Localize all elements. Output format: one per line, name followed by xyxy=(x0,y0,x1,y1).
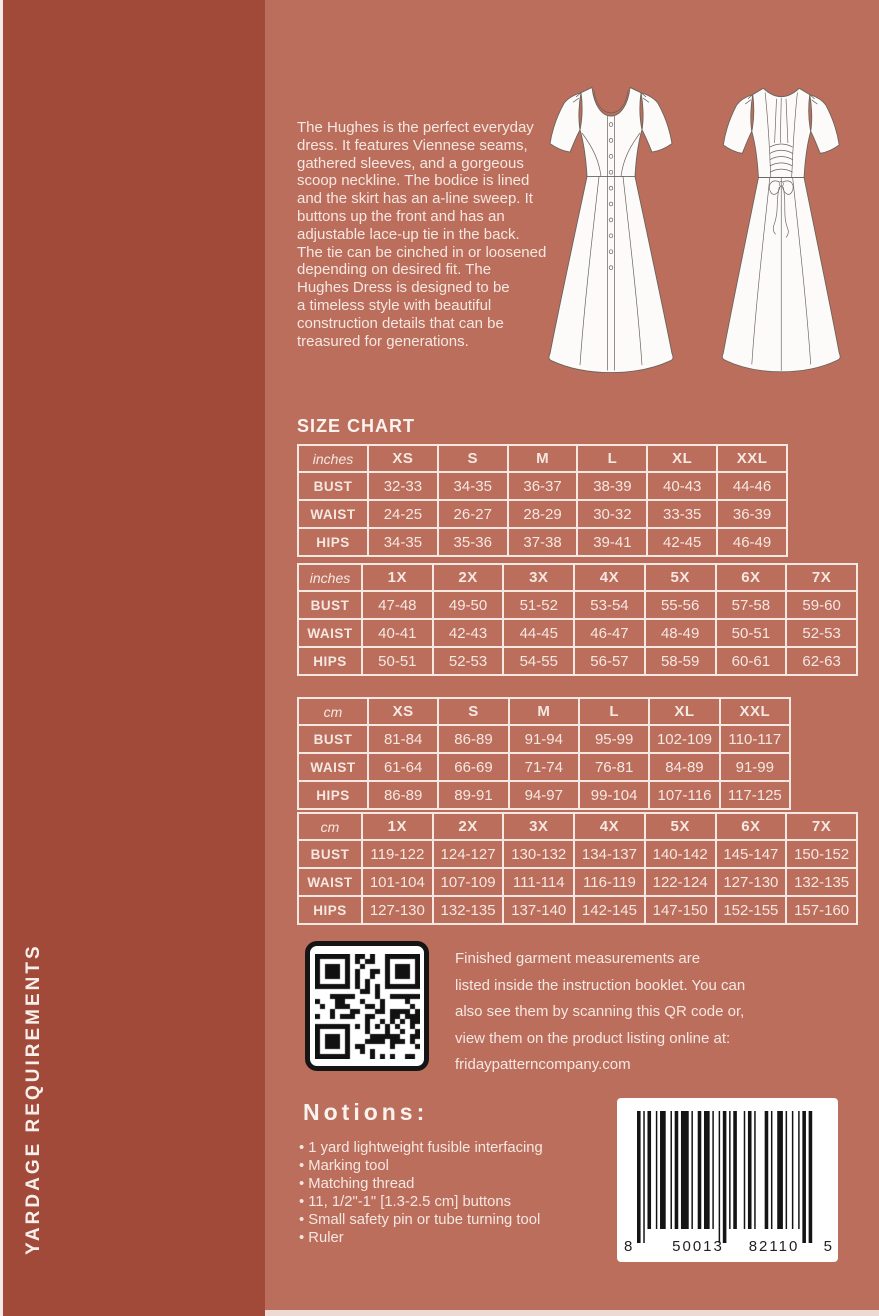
size-header-cell: M xyxy=(509,698,579,725)
measurement-value-cell: 36-37 xyxy=(508,472,578,500)
measurement-value-cell: 54-55 xyxy=(503,647,574,675)
size-header-cell: 5X xyxy=(645,564,716,591)
bottom-edge-strip xyxy=(265,1310,879,1316)
measurement-value-cell: 50-51 xyxy=(716,619,787,647)
measurement-value-cell: 36-39 xyxy=(717,500,787,528)
measurement-row xyxy=(298,619,857,647)
measurement-value-cell: 86-89 xyxy=(368,781,438,809)
size-table-header-row xyxy=(298,698,790,725)
barcode-bar xyxy=(719,1111,720,1243)
text-line: construction details that can be xyxy=(297,314,504,332)
measurement-row xyxy=(298,753,790,781)
measurement-value-cell: 86-89 xyxy=(438,725,508,753)
notion-item: • 11, 1/2"-1" [1.3-2.5 cm] buttons xyxy=(299,1194,599,1212)
measurement-label-cell: WAIST xyxy=(298,753,368,781)
size-header-cell: 7X xyxy=(786,813,857,840)
measurement-value-cell: 119-122 xyxy=(362,840,433,868)
size-chart-title: SIZE CHART xyxy=(297,416,415,436)
barcode-bar xyxy=(729,1111,730,1229)
measurement-value-cell: 150-152 xyxy=(786,840,857,868)
barcode-bar xyxy=(691,1111,692,1229)
barcode-bar xyxy=(647,1111,651,1229)
text-line: Finished garment measurements are xyxy=(455,950,701,967)
measurement-value-cell: 56-57 xyxy=(574,647,645,675)
measurement-value-cell: 62-63 xyxy=(786,647,857,675)
measurement-label-cell: BUST xyxy=(298,725,368,753)
size-header-cell: XL xyxy=(649,698,719,725)
measurement-value-cell: 99-104 xyxy=(579,781,649,809)
text-line: dress. It features Viennese seams, xyxy=(297,136,528,154)
size-header-cell: XL xyxy=(647,445,717,472)
text-line: treasured for generations. xyxy=(297,332,469,350)
barcode-bar xyxy=(670,1111,671,1229)
notion-item: • Ruler xyxy=(299,1230,599,1248)
text-line: and the skirt has an a-line sweep. It xyxy=(297,190,533,208)
barcode-bar xyxy=(809,1111,813,1243)
size-table-cm-1x-7x xyxy=(297,812,858,925)
measurement-value-cell: 137-140 xyxy=(503,896,574,924)
notion-item: • Matching thread xyxy=(299,1176,599,1194)
unit-cell: cm xyxy=(298,813,362,840)
size-table-header-row xyxy=(298,445,787,472)
measurement-value-cell: 101-104 xyxy=(362,868,433,896)
barcode-bars xyxy=(637,1111,817,1245)
measurement-value-cell: 66-69 xyxy=(438,753,508,781)
notion-item: • Marking tool xyxy=(299,1158,599,1176)
barcode xyxy=(617,1098,838,1262)
barcode-digit-group1: 50013 xyxy=(672,1238,724,1255)
dress-back-illustration xyxy=(722,88,840,372)
barcode-bar xyxy=(643,1111,644,1243)
notions-title: Notions: xyxy=(303,1099,429,1125)
measurement-value-cell: 132-135 xyxy=(433,896,504,924)
measurement-value-cell: 55-56 xyxy=(645,591,716,619)
measurement-value-cell: 38-39 xyxy=(577,472,647,500)
measurement-row xyxy=(298,500,787,528)
text-line: fridaypatterncompany.com xyxy=(455,1056,631,1074)
size-table-inches-1x-7x xyxy=(297,563,858,676)
barcode-bar xyxy=(802,1111,806,1243)
size-table-inches-xs-xxl xyxy=(297,444,788,557)
text-line: scoop neckline. The bodice is lined xyxy=(297,172,530,190)
unit-cell: inches xyxy=(298,445,368,472)
qr-code xyxy=(305,941,429,1071)
measurement-value-cell: 52-53 xyxy=(786,619,857,647)
measurement-value-cell: 145-147 xyxy=(716,840,787,868)
measurement-row xyxy=(298,781,790,809)
size-header-cell: 3X xyxy=(503,564,574,591)
barcode-bar xyxy=(798,1111,799,1229)
measurement-label-cell: WAIST xyxy=(298,619,362,647)
barcode-bar xyxy=(754,1111,755,1229)
measurement-row xyxy=(298,472,787,500)
dress-illustrations xyxy=(526,72,862,378)
measurement-value-cell: 51-52 xyxy=(503,591,574,619)
barcode-digit-left: 8 xyxy=(624,1238,633,1255)
size-header-cell: S xyxy=(438,445,508,472)
dress-front-illustration xyxy=(549,87,673,372)
text-line: a timeless style with beautiful xyxy=(297,296,492,314)
barcode-bar xyxy=(675,1111,679,1229)
measurement-value-cell: 40-41 xyxy=(362,619,433,647)
measurement-value-cell: 140-142 xyxy=(645,840,716,868)
unit-cell: inches xyxy=(298,564,362,591)
measurement-value-cell: 57-58 xyxy=(716,591,787,619)
measurement-value-cell: 46-49 xyxy=(717,528,787,556)
measurement-label-cell: WAIST xyxy=(298,500,368,528)
size-header-cell: 2X xyxy=(433,813,504,840)
measurement-value-cell: 127-130 xyxy=(362,896,433,924)
barcode-bar xyxy=(786,1111,787,1229)
measurement-row xyxy=(298,840,857,868)
measurement-label-cell: HIPS xyxy=(298,896,362,924)
measurement-value-cell: 91-94 xyxy=(509,725,579,753)
measurement-value-cell: 44-46 xyxy=(717,472,787,500)
barcode-bar xyxy=(698,1111,702,1229)
size-header-cell: 1X xyxy=(362,813,433,840)
measurement-value-cell: 95-99 xyxy=(579,725,649,753)
barcode-bar xyxy=(637,1111,641,1243)
measurement-row xyxy=(298,725,790,753)
size-header-cell: L xyxy=(579,698,649,725)
yardage-requirements-label: YARDAGE REQUIREMENTS xyxy=(23,943,44,1255)
measurement-value-cell: 40-43 xyxy=(647,472,717,500)
measurement-label-cell: BUST xyxy=(298,840,362,868)
barcode-bar xyxy=(748,1111,752,1229)
size-header-cell: XS xyxy=(368,445,438,472)
measurement-value-cell: 134-137 xyxy=(574,840,645,868)
text-line: view them on the product listing online at: xyxy=(455,1029,731,1047)
measurement-value-cell: 59-60 xyxy=(786,591,857,619)
measurement-value-cell: 127-130 xyxy=(716,868,787,896)
text-line: buttons up the front and has an xyxy=(297,207,505,225)
text-line: listed inside the instruction booklet. You can xyxy=(455,976,746,994)
size-header-cell: 3X xyxy=(503,813,574,840)
measurement-value-cell: 42-45 xyxy=(647,528,717,556)
measurement-value-cell: 50-51 xyxy=(362,647,433,675)
measurement-label-cell: HIPS xyxy=(298,781,368,809)
measurement-value-cell: 130-132 xyxy=(503,840,574,868)
measurement-value-cell: 107-109 xyxy=(433,868,504,896)
barcode-bar xyxy=(704,1111,710,1229)
size-header-cell: S xyxy=(438,698,508,725)
text-line: Hughes Dress is designed to be xyxy=(297,279,510,297)
measurement-value-cell: 26-27 xyxy=(438,500,508,528)
barcode-bar xyxy=(771,1111,772,1229)
measurement-value-cell: 91-99 xyxy=(720,753,790,781)
measurement-row xyxy=(298,868,857,896)
measurement-label-cell: BUST xyxy=(298,591,362,619)
text-line: depending on desired fit. The xyxy=(297,261,492,279)
size-header-cell: 4X xyxy=(574,564,645,591)
measurement-value-cell: 94-97 xyxy=(509,781,579,809)
measurement-value-cell: 81-84 xyxy=(368,725,438,753)
measurement-label-cell: HIPS xyxy=(298,528,368,556)
measurement-value-cell: 111-114 xyxy=(503,868,574,896)
measurement-value-cell: 53-54 xyxy=(574,591,645,619)
size-header-cell: XXL xyxy=(720,698,790,725)
measurement-value-cell: 39-41 xyxy=(577,528,647,556)
barcode-digit-right: 5 xyxy=(823,1238,832,1255)
measurement-value-cell: 28-29 xyxy=(508,500,578,528)
measurement-value-cell: 61-64 xyxy=(368,753,438,781)
measurement-value-cell: 24-25 xyxy=(368,500,438,528)
measurement-value-cell: 152-155 xyxy=(716,896,787,924)
unit-cell: cm xyxy=(298,698,368,725)
size-header-cell: XXL xyxy=(717,445,787,472)
measurement-value-cell: 76-81 xyxy=(579,753,649,781)
notions-list xyxy=(299,1140,599,1247)
measurement-value-cell: 71-74 xyxy=(509,753,579,781)
measurement-row xyxy=(298,647,857,675)
size-header-cell: XS xyxy=(368,698,438,725)
barcode-bar xyxy=(733,1111,737,1229)
measurement-value-cell: 89-91 xyxy=(438,781,508,809)
measurement-value-cell: 124-127 xyxy=(433,840,504,868)
text-line: also see them by scanning this QR code or, xyxy=(455,1003,745,1021)
measurement-value-cell: 48-49 xyxy=(645,619,716,647)
barcode-bar xyxy=(792,1111,793,1229)
size-header-cell: 4X xyxy=(574,813,645,840)
barcode-bar xyxy=(656,1111,657,1229)
measurement-value-cell: 37-38 xyxy=(508,528,578,556)
measurement-row xyxy=(298,896,857,924)
size-header-cell: 6X xyxy=(716,813,787,840)
finished-measurements-note xyxy=(455,946,785,1079)
text-line: adjustable lace-up tie in the back. xyxy=(297,225,520,243)
notion-item: • 1 yard lightweight fusible interfacing xyxy=(299,1140,599,1158)
size-header-cell: L xyxy=(577,445,647,472)
measurement-label-cell: BUST xyxy=(298,472,368,500)
measurement-value-cell: 116-119 xyxy=(574,868,645,896)
measurement-value-cell: 33-35 xyxy=(647,500,717,528)
size-table-header-row xyxy=(298,813,857,840)
measurement-value-cell: 110-117 xyxy=(720,725,790,753)
measurement-value-cell: 34-35 xyxy=(438,472,508,500)
barcode-bar xyxy=(660,1111,666,1229)
measurement-value-cell: 147-150 xyxy=(645,896,716,924)
measurement-value-cell: 30-32 xyxy=(577,500,647,528)
barcode-bar xyxy=(681,1111,689,1229)
measurement-value-cell: 132-135 xyxy=(786,868,857,896)
size-header-cell: 6X xyxy=(716,564,787,591)
size-table-header-row xyxy=(298,564,857,591)
qr-code-pattern xyxy=(315,954,420,1059)
barcode-bar xyxy=(777,1111,783,1229)
barcode-bar xyxy=(744,1111,745,1229)
measurement-value-cell: 35-36 xyxy=(438,528,508,556)
measurement-value-cell: 60-61 xyxy=(716,647,787,675)
barcode-digit-group2: 82110 xyxy=(748,1238,800,1255)
measurement-value-cell: 42-43 xyxy=(433,619,504,647)
text-line: gathered sleeves, and a gorgeous xyxy=(297,154,524,172)
measurement-value-cell: 102-109 xyxy=(649,725,719,753)
measurement-label-cell: WAIST xyxy=(298,868,362,896)
measurement-value-cell: 32-33 xyxy=(368,472,438,500)
size-header-cell: 5X xyxy=(645,813,716,840)
notion-item: • Small safety pin or tube turning tool xyxy=(299,1212,599,1230)
size-table-cm-xs-xxl xyxy=(297,697,791,810)
measurement-value-cell: 49-50 xyxy=(433,591,504,619)
measurement-value-cell: 47-48 xyxy=(362,591,433,619)
measurement-row xyxy=(298,591,857,619)
measurement-value-cell: 44-45 xyxy=(503,619,574,647)
measurement-value-cell: 34-35 xyxy=(368,528,438,556)
measurement-row xyxy=(298,528,787,556)
size-header-cell: 7X xyxy=(786,564,857,591)
measurement-value-cell: 46-47 xyxy=(574,619,645,647)
size-header-cell: 1X xyxy=(362,564,433,591)
text-line: The tie can be cinched in or loosened xyxy=(297,243,547,261)
measurement-value-cell: 107-116 xyxy=(649,781,719,809)
text-line: The Hughes is the perfect everyday xyxy=(297,119,534,136)
measurement-value-cell: 142-145 xyxy=(574,896,645,924)
measurement-value-cell: 52-53 xyxy=(433,647,504,675)
barcode-bar xyxy=(712,1111,713,1229)
measurement-value-cell: 122-124 xyxy=(645,868,716,896)
measurement-label-cell: HIPS xyxy=(298,647,362,675)
measurement-value-cell: 117-125 xyxy=(720,781,790,809)
measurement-value-cell: 157-160 xyxy=(786,896,857,924)
size-header-cell: 2X xyxy=(433,564,504,591)
size-header-cell: M xyxy=(508,445,578,472)
barcode-bar xyxy=(723,1111,727,1243)
measurement-value-cell: 84-89 xyxy=(649,753,719,781)
barcode-bar xyxy=(765,1111,769,1229)
measurement-value-cell: 58-59 xyxy=(645,647,716,675)
